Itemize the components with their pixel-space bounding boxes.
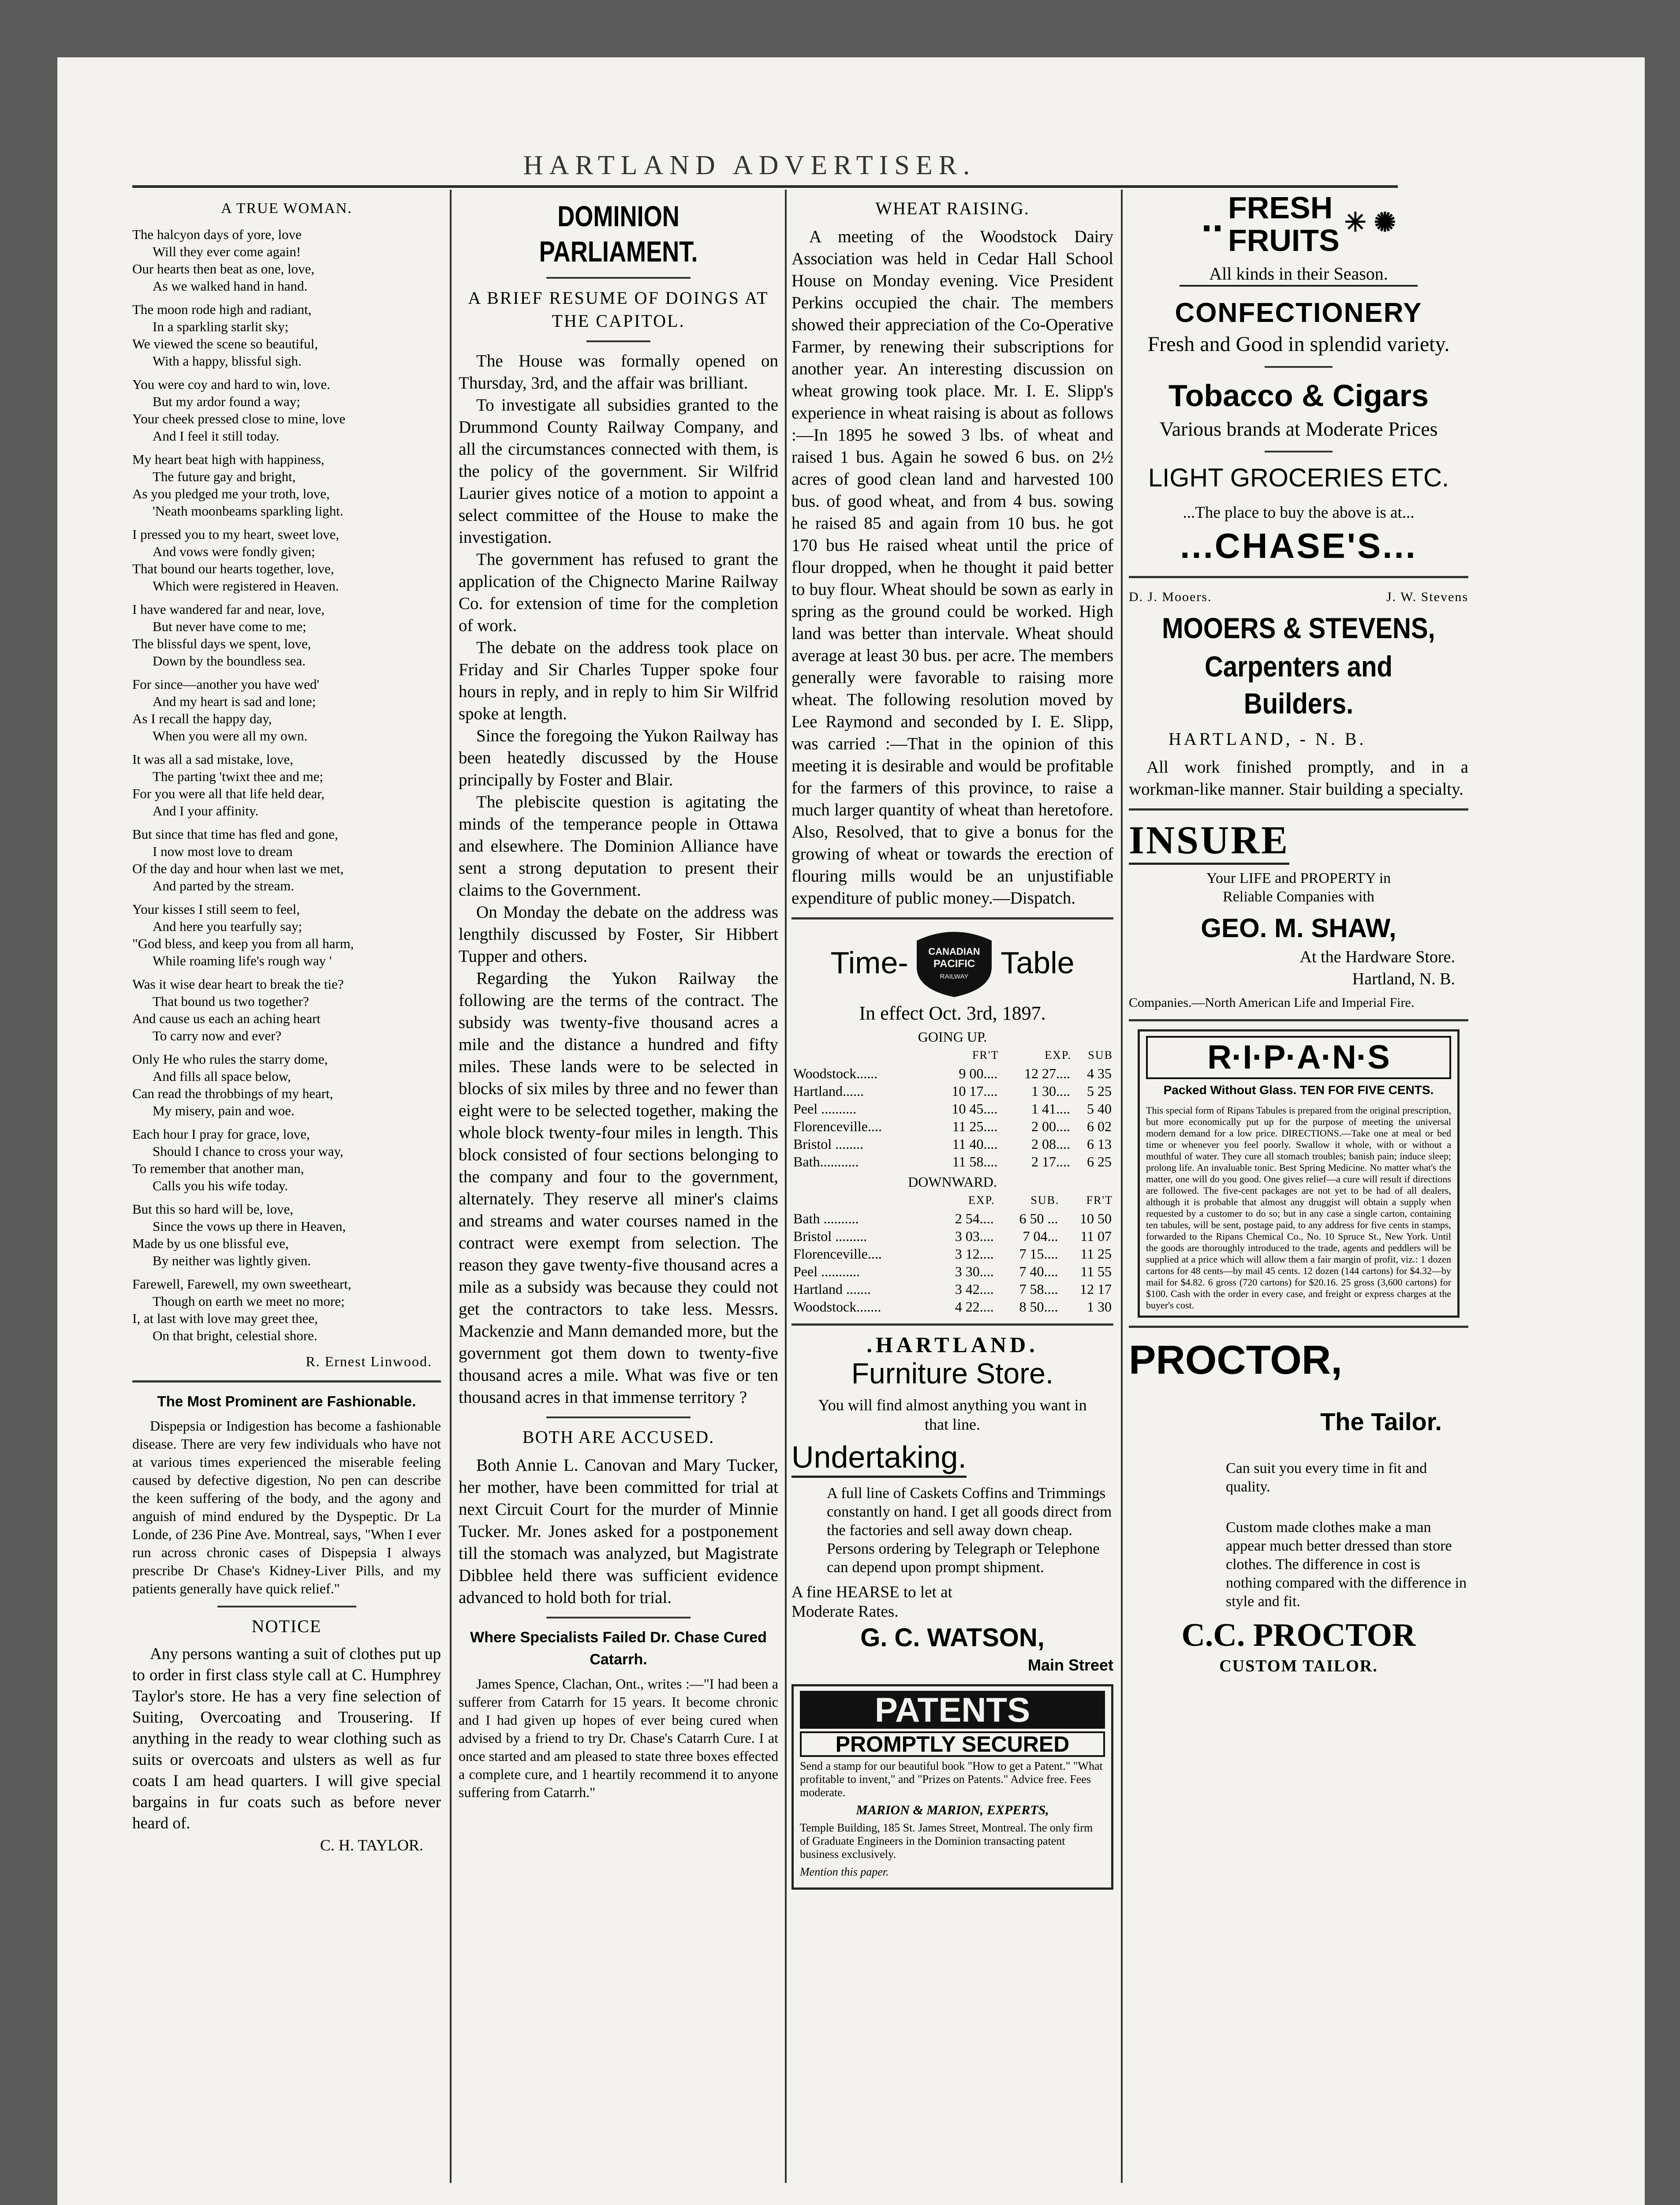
poem-line: But never have come to me; xyxy=(153,619,306,634)
ripans-sub: Packed Without Glass. TEN FOR FIVE CENTS. xyxy=(1163,1083,1434,1097)
shaw-companies: Companies.—North American Life and Imperial Fire. xyxy=(1129,995,1415,1010)
timetable-row xyxy=(791,1280,1113,1298)
tailor-title: The Tailor. xyxy=(1320,1408,1442,1435)
poem-line: Of the day and hour when last we met, xyxy=(132,861,344,876)
patents-ad xyxy=(791,1684,1113,1890)
downward-label: DOWNWARD. xyxy=(908,1174,997,1190)
poem-line: My heart beat high with happiness, xyxy=(132,452,325,467)
carpenters-title: Carpenters and Builders. xyxy=(1204,650,1393,720)
poem-line: And my heart is sad and lone; xyxy=(153,694,316,709)
timetable-column-header: SUB xyxy=(1088,1049,1113,1061)
timetable-row xyxy=(791,1117,1113,1135)
catarrh-heading: Where Specialists Failed Dr. Chase Cured Catarrh. xyxy=(470,1629,767,1668)
column-1 xyxy=(132,194,441,2187)
timetable-row xyxy=(791,1298,1113,1316)
timetable-row xyxy=(791,1245,1113,1263)
timetable-row xyxy=(791,1082,1113,1100)
divider xyxy=(586,340,650,342)
logo-line: PACIFIC xyxy=(933,958,975,970)
notice-text: Any persons wanting a suit of clothes put up to order in first class style call at C. Humphrey Taylor's store. He has a very fine selection of Suiting, Overcoating and Trousering. If anything in the ready to wear clothing such as suits or overcoats and ulsters as well as fur coats I am head quarters. I will give special bargains in fur coats such as before never heard of. xyxy=(132,1645,441,1832)
tobacco-sub: Various brands at Moderate Prices xyxy=(1159,418,1438,440)
partner-name-left: D. J. Mooers. xyxy=(1129,590,1212,604)
divider xyxy=(1129,1019,1468,1021)
shaw-name: GEO. M. SHAW, xyxy=(1201,913,1396,943)
divider xyxy=(791,1323,1113,1326)
poem-author: R. Ernest Linwood. xyxy=(306,1353,432,1369)
poem-line: For you were all that life held dear, xyxy=(132,786,325,801)
poem-line: Which were registered in Heaven. xyxy=(153,578,339,594)
fresh-fruits-word-1: FRESH xyxy=(1228,194,1333,225)
timetable-time: 2 08.... xyxy=(1031,1136,1070,1152)
timetable-row xyxy=(791,1135,1113,1153)
custom-tailor: CUSTOM TAILOR. xyxy=(1219,1657,1378,1675)
timetable-time: 11 07 xyxy=(1080,1228,1112,1244)
poem-line: I now most love to dream xyxy=(153,844,293,859)
poem-stanza xyxy=(132,601,441,669)
column-4 xyxy=(1129,194,1468,2187)
divider xyxy=(1265,366,1333,368)
poem xyxy=(132,226,441,1344)
article-paragraph: The House was formally opened on Thursday, 3rd, and the affair was brilliant. xyxy=(459,351,778,392)
divider xyxy=(217,1606,356,1607)
timetable-time: 9 00.... xyxy=(959,1065,998,1081)
poem-stanza xyxy=(132,1050,441,1119)
ripans-ad xyxy=(1138,1029,1460,1318)
proctor-title: PROCTOR, xyxy=(1129,1338,1342,1383)
fresh-fruits-sub: All kinds in their Season. xyxy=(1180,263,1418,287)
undertaking-text: A full line of Caskets Coffins and Trimmings constantly on hand. I get all goods direct from the factories and sell away down cheap. Persons ordering by Telegraph or Telephone can depend upon prompt shipment. xyxy=(827,1484,1112,1576)
timetable-station: Peel ........... xyxy=(793,1263,860,1279)
timetable-time: 10 17.... xyxy=(952,1083,998,1099)
article-paragraph: To investigate all subsidies granted to the Drummond County Railway Company, and all the circumstances connected with them, is the policy of the government. Sir Wilfrid Laurier gives notice of a motion to appoint a select committee of the House to make the investigation. xyxy=(459,396,778,547)
custom-text: Custom made clothes make a man appear much better dressed than store clothes. The difference in cost is nothing compared with the difference in style and fit. xyxy=(1226,1519,1467,1610)
watson-name: G. C. WATSON, xyxy=(860,1623,1045,1652)
divider xyxy=(546,1416,690,1418)
going-up-label: GOING UP. xyxy=(918,1029,987,1045)
timetable-title-left: Time- xyxy=(830,946,908,980)
timetable-time: 12 17 xyxy=(1080,1281,1112,1297)
ad-heading: The Most Prominent are Fashionable. xyxy=(157,1393,416,1409)
place-text: ...The place to buy the above is at... xyxy=(1183,504,1415,522)
poem-line: In a sparkling starlit sky; xyxy=(153,319,289,334)
timetable-time: 1 41.... xyxy=(1031,1101,1070,1117)
poem-line: And cause us each an aching heart xyxy=(132,1011,321,1026)
poem-line: As we walked hand in hand. xyxy=(153,278,308,294)
poem-stanza xyxy=(132,301,441,370)
poem-line: Your kisses I still seem to feel, xyxy=(132,901,300,917)
poem-stanza xyxy=(132,376,441,445)
poem-stanza xyxy=(132,901,441,969)
article-paragraph: On Monday the debate on the address was lengthily discussed by Foster, Sir Hibbert Tupper and others. xyxy=(459,903,778,966)
poem-line: I pressed you to my heart, sweet love, xyxy=(132,527,340,542)
divider xyxy=(546,1617,690,1618)
watson-street: Main Street xyxy=(1027,1656,1113,1674)
timetable-time: 11 58.... xyxy=(952,1154,998,1170)
partner-name-right: J. W. Stevens xyxy=(1386,590,1468,604)
poem-line: I have wandered far and near, love, xyxy=(132,602,325,617)
poem-line: And parted by the stream. xyxy=(153,878,295,893)
poem-line: Though on earth we meet no more; xyxy=(153,1293,345,1309)
mooers-stevens-title: MOOERS & STEVENS, xyxy=(1162,612,1435,644)
timetable-time: 6 02 xyxy=(1087,1118,1112,1134)
poem-line: Will they ever come again! xyxy=(153,244,301,259)
article-body xyxy=(459,350,778,1409)
poem-stanza xyxy=(132,751,441,819)
poem-line: For since—another you have wed' xyxy=(132,676,319,692)
poem-line: But this so hard will be, love, xyxy=(132,1201,294,1217)
hartland-location: HARTLAND, - N. B. xyxy=(1169,729,1366,749)
timetable-time: 6 13 xyxy=(1087,1136,1112,1152)
wheat-heading: WHEAT RAISING. xyxy=(875,198,1030,218)
poem-line: Only He who rules the starry dome, xyxy=(132,1051,328,1067)
poem-line: By neither was lightly given. xyxy=(153,1253,311,1268)
going-up-table xyxy=(791,1046,1113,1170)
timetable-station: Bristol ......... xyxy=(793,1228,867,1244)
divider xyxy=(1265,451,1333,452)
timetable-row xyxy=(791,1210,1113,1227)
article-paragraph: The government has refused to grant the application of the Chignecto Marine Railway Co. for extension of time for the completion of work. xyxy=(459,550,778,635)
poem-line: I, at last with love may greet thee, xyxy=(132,1311,318,1326)
star-ornament-icon: ✳ ✺ xyxy=(1344,207,1396,237)
poem-line: With a happy, blissful sigh. xyxy=(153,353,302,369)
partner-names xyxy=(1129,586,1468,608)
timetable-time: 7 04... xyxy=(1023,1228,1058,1244)
timetable-row xyxy=(791,1153,1113,1170)
poem-stanza xyxy=(132,526,441,594)
poem-stanza xyxy=(132,975,441,1044)
timetable-time: 1 30 xyxy=(1087,1299,1112,1315)
timetable-row xyxy=(791,1227,1113,1245)
timetable-time: 4 22.... xyxy=(955,1299,994,1315)
article-paragraph: The debate on the address took place on Friday and Sir Charles Tupper spoke four hours in reply, and in reply to him Sir Wilfrid spoke at length. xyxy=(459,638,778,723)
timetable-time: 6 25 xyxy=(1087,1154,1112,1170)
divider xyxy=(132,1380,441,1383)
poem-stanza xyxy=(132,1125,441,1194)
timetable-time: 7 15.... xyxy=(1019,1246,1058,1262)
logo-line: CANADIAN xyxy=(928,946,981,957)
timetable-time: 6 50 ... xyxy=(1019,1211,1058,1226)
poem-line: And I feel it still today. xyxy=(153,428,280,444)
timetable-station: Bath........... xyxy=(793,1154,859,1170)
wheat-text: A meeting of the Woodstock Dairy Association was held in Cedar Hall School House on Monday evening. Vice President Perkins occupied the chair. The members showed their appreciation of the Co-Operative Farmer, by renewing their subscriptions for another year. An interesting discussion on wheat growing took place. Mr. I. E. Slipp's experience in wheat raising is about as follows :—In 1895 he sowed 3 lbs. of wheat and raised 1 bus. Again he sowed 6 bus. on 2½ acres of good clean land and harvested 100 bus. of good wheat, and from 4 bus. sowing he raised 85 and again from 10 bus. he got 170 bus He raised wheat until the price of flour dropped, when he thought it paid better to buy flour. Wheat should be sown as early in spring as the ground could be worked. High land was better than intervale. Wheat should average at least 30 bus. per acre. The members generally were favorable to raising more wheat. The following resolution moved by Lee Raymond and seconded by I. E. Slipp, was carried :—That in the opinion of this meeting it is desirable and would be profitable for the farmers of this province, to raise a much larger quantity of wheat than heretofore. Also, Resolved, that to give a bonus for the growing of wheat or towards the erection of flouring mills would be an unjustifiable expenditure of public money.—Dispatch. xyxy=(791,227,1113,908)
poem-line: Our hearts then beat as one, love, xyxy=(132,261,315,277)
chases-title: ...CHASE'S... xyxy=(1180,526,1417,565)
downward-table xyxy=(791,1191,1113,1316)
timetable-station: Bath .......... xyxy=(793,1211,859,1226)
shaw-location: At the Hardware Store. xyxy=(1299,948,1455,966)
divider xyxy=(1129,808,1468,811)
timetable-time: 2 00.... xyxy=(1031,1118,1070,1134)
timetable-time: 12 27.... xyxy=(1024,1065,1070,1081)
poem-line: The halcyon days of yore, love xyxy=(132,227,302,242)
poem-line: Each hour I pray for grace, love, xyxy=(132,1126,310,1142)
patents-firm: MARION & MARION, EXPERTS, xyxy=(856,1803,1049,1817)
timetable-time: 8 50.... xyxy=(1019,1299,1058,1315)
column-3 xyxy=(791,194,1113,2187)
poem-stanza xyxy=(132,451,441,519)
tobacco-title: Tobacco & Cigars xyxy=(1169,378,1429,413)
poem-line: But my ardor found a way; xyxy=(153,394,300,409)
article-paragraph: Regarding the Yukon Railway the following are the terms of the contract. The subsidy was twenty-five thousand acres a mile and the distance a hundred and fifty miles. These lands were to be selected in blocks of six miles by three and no fewer than eight were to be selected together, making the whole block twenty-four miles in length. This block consisted of four sections belonging to the company and four to the government, alternately. They reserve all miner's claims and streams and water courses named in the contract were exempt from selection. The reason they gave twenty-five thousand acres a mile as a subsidy was because they could not get the contractors to take less. Messrs. Mackenzie and Mann demanded more, but the government got them down to twenty-five thousand acres a mile. What was five or ten thousand acres in that immense territory ? xyxy=(459,969,778,1407)
fresh-fruits-title xyxy=(1129,194,1468,259)
column-divider xyxy=(450,190,452,2183)
timetable-column-header: SUB. xyxy=(1030,1194,1060,1207)
timetable-time: 11 40.... xyxy=(952,1136,998,1152)
timetable-time: 5 40 xyxy=(1087,1101,1112,1117)
timetable-time: 7 58.... xyxy=(1019,1281,1058,1297)
catarrh-text: James Spence, Clachan, Ont., writes :—"I had been a sufferer from Catarrh for 15 years. It become chronic and I had given up hopes of ever being cured when advised by a friend to try Dr. Chase's Catarrh Cure. I at once started and am pleased to state three boxes effected a complete cure, and 1 heartily recommend it to anyone suffering from Catarrh." xyxy=(459,1676,778,1800)
ripans-text: This special form of Ripans Tabules is prepared from the original prescription, but more economically put up for the purpose of meeting the universal modern demand for a low price. DIRECTIONS.—Take one at meal or bed time or whenever you feel poorly. Swallow it whole, with or without a mouthful of water. They cure all stomach troubles; banish pain; induce sleep; prolong life. An invaluable tonic. Best Spring Medicine. No matter what's the matter, one will do you good. One gives relief—a cure will result if directions are followed. The five-cent packages are not yet to be had of all dealers, although it is probable that almost any druggist will obtain a supply when requested by a customer to do so; but in any case a single carton, containing ten tabules, will be sent, postage paid, to any address for five cents in stamps, forwarded to the Ripans Chemical Co., No. 10 Spruce St., New York. Until the goods are thoroughly introduced to the trade, agents and peddlers will be supplied at a price which will allow them a fair margin of profit, viz.: 1 dozen cartons for 48 cents—by mail 45 cents. 12 dozen (144 cartons) for $4.32—by mail for $4.82. 6 gross (720 cartons) for $20.16. 25 gross (3,600 cartons) for $100. Cash with the order in every case, and freight or express charges at the buyer's cost. xyxy=(1146,1105,1451,1311)
timetable-time: 5 25 xyxy=(1087,1083,1112,1099)
patents-text: Send a stamp for our beautiful book "How to get a Patent." "What profitable to invent," and "Prizes on Patents." Advice free. Fees moderate. xyxy=(800,1760,1103,1799)
poem-line: My misery, pain and woe. xyxy=(153,1103,295,1118)
timetable-station: Florenceville.... xyxy=(793,1246,882,1262)
poem-line: That bound us two together? xyxy=(153,994,309,1009)
poem-line: Calls you his wife today. xyxy=(153,1178,288,1193)
furniture-store-name-text: HARTLAND xyxy=(875,1332,1030,1357)
timetable-station: Hartland ....... xyxy=(793,1281,871,1297)
article-headline: DOMINION PARLIAMENT. xyxy=(539,200,698,268)
accused-text: Both Annie L. Canovan and Mary Tucker, her mother, have been committed for trial at next Circuit Court for the murder of Minnie Tucker. Mr. Jones asked for a postponement till the stomach was analyzed, but Magistrate Dibblee held there was sufficient evidence advanced to hold both for trial. xyxy=(459,1456,778,1607)
poem-line: Can read the throbbings of my heart, xyxy=(132,1086,333,1101)
column-2 xyxy=(459,194,778,2187)
ad-text: Dispepsia or Indigestion has become a fashionable disease. There are very few individuals who have not at various times experienced the miserable feeling caused by defective digestion, No pen can describe the keen suffering of the body, and the agony and anguish of mind endured by the Dyspeptic. Dr La Londe, of 236 Pine Ave. Montreal, says, "When I ever run across chronic cases of Dispepsia I always prescribe Dr Chase's Kidney-Liver Pills, and my patients generally have quick relief." xyxy=(132,1418,441,1596)
timetable-time: 2 17.... xyxy=(1031,1154,1070,1170)
timetable-time: 11 25.... xyxy=(952,1118,998,1134)
poem-stanza xyxy=(132,826,441,894)
poem-line: It was all a sad mistake, love, xyxy=(132,751,294,767)
notice-signature: C. H. TAYLOR. xyxy=(320,1836,423,1854)
masthead: HARTLAND ADVERTISER. xyxy=(523,150,976,180)
poem-stanza xyxy=(132,676,441,744)
poem-line: The parting 'twixt thee and me; xyxy=(153,769,323,784)
poem-line: 'Neath moonbeams sparkling light. xyxy=(153,503,343,519)
timetable-time: 10 45.... xyxy=(952,1101,998,1117)
timetable-time: 3 03.... xyxy=(955,1228,994,1244)
poem-line: We viewed the scene so beautiful, xyxy=(132,336,318,351)
fresh-fruits-word-2: FRUITS xyxy=(1228,223,1340,258)
poem-line: The future gay and bright, xyxy=(153,469,296,484)
timetable-time: 1 30.... xyxy=(1031,1083,1070,1099)
poem-line: The blissful days we spent, love, xyxy=(132,636,311,651)
poem-line: As I recall the happy day, xyxy=(132,711,272,726)
poem-line: And fills all space below, xyxy=(153,1069,291,1084)
poem-line: And I your affinity. xyxy=(153,803,259,818)
patents-title: PATENTS xyxy=(800,1691,1105,1729)
timetable-row xyxy=(791,1100,1113,1117)
poem-line: While roaming life's rough way ' xyxy=(153,953,332,968)
divider xyxy=(1129,576,1468,578)
timetable-station: Woodstock....... xyxy=(793,1299,881,1315)
timetable-column-header: FR'T xyxy=(972,1049,999,1061)
furniture-text: You will find almost anything you want in that line. xyxy=(818,1396,1087,1433)
timetable-column-header: EXP. xyxy=(968,1194,995,1207)
poem-line: Farewell, Farewell, my own sweetheart, xyxy=(132,1276,351,1292)
timetable-station: Florenceville.... xyxy=(793,1118,882,1134)
timetable-title-right: Table xyxy=(1001,946,1075,980)
insure-title: INSURE xyxy=(1129,818,1289,865)
timetable-row xyxy=(791,1263,1113,1280)
notice-heading: NOTICE xyxy=(251,1616,322,1636)
timetable-station: Bristol ........ xyxy=(793,1136,864,1152)
masthead-rule xyxy=(132,185,1398,188)
poem-line: But since that time has fled and gone, xyxy=(132,826,338,842)
patents-mention: Mention this paper. xyxy=(800,1865,889,1878)
poem-line: The moon rode high and radiant, xyxy=(132,302,312,317)
timetable-time: 3 42.... xyxy=(955,1281,994,1297)
poem-line: "God bless, and keep you from all harm, xyxy=(132,936,354,951)
poem-line: Since the vows up there in Heaven, xyxy=(153,1218,346,1234)
furniture-store-name: .HARTLAND. xyxy=(866,1332,1038,1357)
timetable-time: 2 54.... xyxy=(955,1211,994,1226)
confectionery-sub: Fresh and Good in splendid variety. xyxy=(1147,333,1450,356)
canadian-pacific-shield-icon xyxy=(912,927,996,998)
poem-line: Down by the boundless sea. xyxy=(153,653,306,669)
timetable-time: 4 35 xyxy=(1087,1065,1112,1081)
timetable-station: Woodstock...... xyxy=(793,1065,878,1081)
poem-line: As you pledged me your troth, love, xyxy=(132,486,330,501)
timetable-time: 3 12.... xyxy=(955,1246,994,1262)
fresh-fruits-prefix: .. xyxy=(1201,196,1224,240)
timetable-header-row xyxy=(791,1191,1113,1210)
timetable-column-header: FR'T xyxy=(1086,1194,1113,1207)
ripans-title: R·I·P·A·N·S xyxy=(1146,1036,1451,1079)
poem-line: And vows were fondly given; xyxy=(153,544,315,559)
divider xyxy=(546,277,690,279)
poem-line: That bound our hearts together, love, xyxy=(132,561,334,576)
timetable-row xyxy=(791,1065,1113,1082)
shaw-town: Hartland, N. B. xyxy=(1352,970,1455,988)
poem-line: To remember that another man, xyxy=(132,1161,304,1176)
poem-line: When you were all my own. xyxy=(153,728,308,744)
timetable-station: Peel .......... xyxy=(793,1101,857,1117)
timetable-effective: In effect Oct. 3rd, 1897. xyxy=(859,1002,1046,1024)
patents-address: Temple Building, 185 St. James Street, Montreal. The only firm of Graduate Engineers in the Dominion transacting patent business exclusively. xyxy=(800,1821,1093,1861)
timetable-station: Hartland...... xyxy=(793,1083,864,1099)
column-divider xyxy=(785,190,787,2183)
poem-line: To carry now and ever? xyxy=(153,1028,282,1043)
poem-stanza xyxy=(132,1200,441,1269)
timetable-time: 11 55 xyxy=(1080,1263,1112,1279)
timetable-time: 7 40.... xyxy=(1019,1263,1058,1279)
furniture-store-title: Furniture Store. xyxy=(851,1357,1054,1390)
cc-proctor-title: C.C. PROCTOR xyxy=(1181,1617,1416,1653)
divider xyxy=(1129,1326,1468,1328)
logo-line: RAILWAY xyxy=(940,973,969,980)
hearse-text: A fine HEARSE to let at Moderate Rates. xyxy=(791,1583,952,1621)
poem-line: You were coy and hard to win, love. xyxy=(132,377,330,392)
divider xyxy=(791,917,1113,919)
poem-stanza xyxy=(132,226,441,295)
poem-line: And here you tearfully say; xyxy=(153,919,302,934)
timetable-column-header: EXP. xyxy=(1045,1049,1071,1061)
poem-line: Should I chance to cross your way, xyxy=(153,1144,343,1159)
article-subheadline: A BRIEF RESUME OF DOINGS AT THE CAPITOL. xyxy=(468,288,769,331)
timetable-header xyxy=(791,927,1113,998)
work-text: All work finished promptly, and in a workman-like manner. Stair building a specialty. xyxy=(1129,758,1468,799)
confectionery-title: CONFECTIONERY xyxy=(1175,298,1422,328)
poem-stanza xyxy=(132,1275,441,1344)
poem-line: Was it wise dear heart to break the tie? xyxy=(132,976,344,992)
article-paragraph: The plebiscite question is agitating the minds of the temperance people in Ottawa and elsewhere. The Dominion Alliance have sent a strong deputation to present their claims to the Government. xyxy=(459,792,778,900)
poem-line: Made by us one blissful eve, xyxy=(132,1236,289,1251)
timetable-header-row xyxy=(791,1046,1113,1065)
insure-sub: Your LIFE and PROPERTY in Reliable Companies with xyxy=(1206,870,1391,905)
accused-heading: BOTH ARE ACCUSED. xyxy=(522,1427,715,1447)
suit-text: Can suit you every time in fit and quality. xyxy=(1226,1460,1427,1495)
poem-line: On that bright, celestial shore. xyxy=(153,1328,317,1343)
poem-title: A TRUE WOMAN. xyxy=(221,200,352,217)
poem-line: Your cheek pressed close to mine, love xyxy=(132,411,346,426)
article-paragraph: Since the foregoing the Yukon Railway has been heatedly discussed by the House principally by Foster and Blair. xyxy=(459,726,778,789)
timetable-time: 3 30.... xyxy=(955,1263,994,1279)
timetable-time: 11 25 xyxy=(1080,1246,1112,1262)
patents-subtitle: PROMPTLY SECURED xyxy=(800,1731,1105,1757)
timetable-time: 10 50 xyxy=(1080,1211,1112,1226)
groceries-title: LIGHT GROCERIES ETC. xyxy=(1148,463,1449,492)
undertaking-heading: Undertaking. xyxy=(791,1439,967,1478)
column-divider xyxy=(1121,190,1123,2183)
